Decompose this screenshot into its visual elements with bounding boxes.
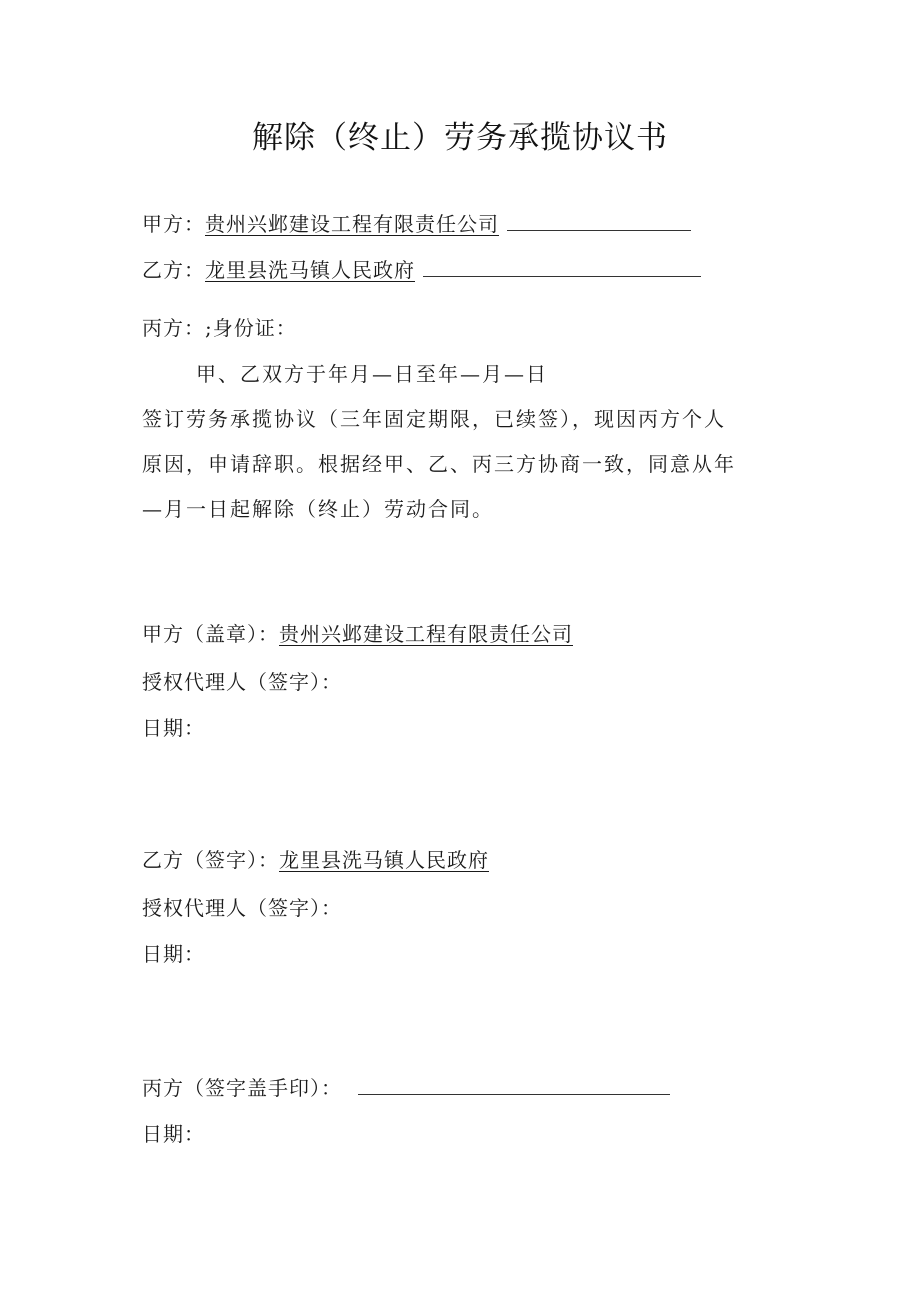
agreement-body (142, 352, 782, 532)
party-a-line (142, 208, 691, 238)
party-c-line: 丙方：;身份证： (142, 316, 297, 340)
document-title: 解除（终止）劳务承揽协议书 (252, 120, 668, 156)
sign-c-line (142, 1072, 670, 1102)
body-line-2: 签订劳务承揽协议（三年固定期限，已续签），现因丙方个人 (142, 407, 726, 431)
body-line-3: 原因，申请辞职。根据经甲、乙、丙三方协商一致，同意从年 (142, 452, 736, 476)
sign-a-date: 日期： (142, 716, 205, 740)
party-b-blank (423, 254, 701, 277)
sign-b-label: 乙方（签字）： (142, 848, 279, 872)
sign-a-label: 甲方（盖章）： (142, 622, 279, 646)
party-a-label: 甲方： (142, 212, 205, 236)
sign-a-line (142, 620, 573, 648)
body-line-4: —月一日起解除（终止）劳动合同。 (142, 497, 494, 521)
body-line-1-text: 甲、乙双方于年月—日至年—月—日 (196, 362, 548, 386)
sign-b-agent: 授权代理人（签字）： (142, 896, 342, 920)
party-b-name: 龙里县洗马镇人民政府 (205, 258, 415, 282)
party-b-line (142, 254, 701, 284)
sign-c-blank (358, 1072, 670, 1095)
body-line-1 (142, 352, 782, 397)
sign-b-line (142, 846, 489, 874)
sign-c-date: 日期： (142, 1122, 205, 1146)
sign-b-date: 日期： (142, 942, 205, 966)
sign-a-name: 贵州兴邺建设工程有限责任公司 (279, 622, 573, 646)
sign-c-label: 丙方（签字盖手印）： (142, 1076, 342, 1100)
party-a-blank (507, 208, 691, 231)
sign-a-agent: 授权代理人（签字）： (142, 670, 342, 694)
party-b-label: 乙方： (142, 258, 205, 282)
party-a-name: 贵州兴邺建设工程有限责任公司 (205, 212, 499, 236)
sign-b-name: 龙里县洗马镇人民政府 (279, 848, 489, 872)
